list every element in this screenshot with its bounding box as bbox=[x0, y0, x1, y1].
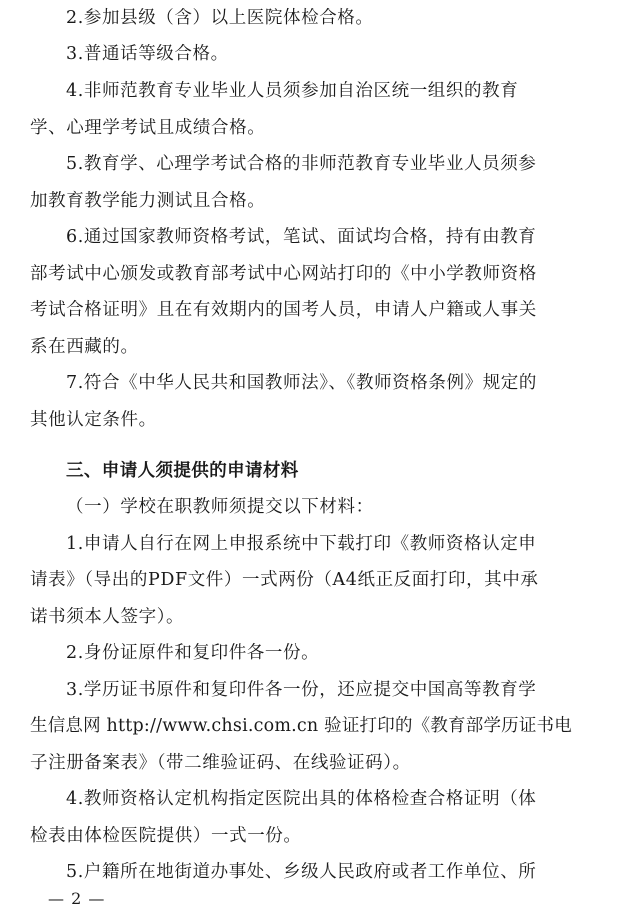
text-line: 生信息网 http://www.chsi.com.cn 验证打印的《教育部学历证书电 bbox=[30, 716, 572, 736]
text-line: 7.符合《中华人民共和国教师法》、《教师资格条例》规定的 bbox=[66, 373, 537, 393]
text-line: 诺书须本人签字）。 bbox=[30, 607, 185, 627]
page-number: — 2 — bbox=[48, 889, 106, 908]
text-line: 2.参加县级（含）以上医院体检合格。 bbox=[66, 8, 374, 28]
text-line: 5.教育学、心理学考试合格的非师范教育专业毕业人员须参 bbox=[66, 154, 537, 174]
text-line: 其他认定条件。 bbox=[30, 410, 157, 430]
text-line: 考试合格证明》且在有效期内的国考人员，申请人户籍或人事关 bbox=[30, 300, 537, 320]
text-line: 4.非师范教育专业毕业人员须参加自治区统一组织的教育 bbox=[66, 81, 519, 101]
text-line: 2.身份证原件和复印件各一份。 bbox=[66, 643, 320, 663]
text-line: 部考试中心颁发或教育部考试中心网站打印的《中小学教师资格 bbox=[30, 264, 537, 284]
text-line: 检表由体检医院提供）一式一份。 bbox=[30, 826, 302, 846]
text-line: 加教育教学能力测试且合格。 bbox=[30, 191, 266, 211]
text-line: 3.学历证书原件和复印件各一份，还应提交中国高等教育学 bbox=[66, 680, 537, 700]
section-heading: 三、申请人须提供的申请材料 bbox=[66, 461, 299, 481]
text-line: 请表》（导出的PDF文件）一式两份（A4纸正反面打印，其中承 bbox=[30, 570, 539, 590]
text-line: 6.通过国家教师资格考试，笔试、面试均合格，持有由教育 bbox=[66, 227, 537, 247]
text-line: 3.普通话等级合格。 bbox=[66, 44, 229, 64]
text-line: 1.申请人自行在网上申报系统中下载打印《教师资格认定申 bbox=[66, 534, 537, 554]
text-line: 系在西藏的。 bbox=[30, 337, 139, 357]
text-line: 学、心理学考试且成绩合格。 bbox=[30, 118, 266, 138]
text-line: 子注册备案表》（带二维验证码、在线验证码）。 bbox=[30, 753, 411, 773]
text-line: 4.教师资格认定机构指定医院出具的体格检查合格证明（体 bbox=[66, 789, 537, 809]
text-line: 5.户籍所在地街道办事处、乡级人民政府或者工作单位、所 bbox=[66, 862, 537, 882]
subsection-heading: （一）学校在职教师须提交以下材料： bbox=[66, 497, 374, 517]
